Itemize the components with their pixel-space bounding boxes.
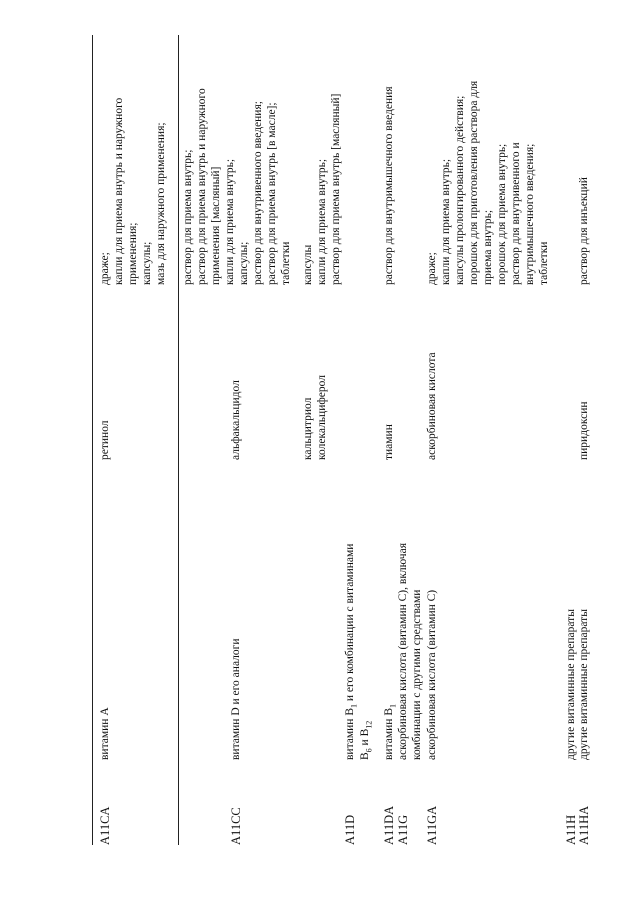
dosage-form: драже; (99, 252, 111, 285)
dosage-form: таблетки (538, 241, 550, 285)
group-text: витамин (344, 718, 356, 760)
group-name-line (343, 544, 357, 760)
dosage-forms (181, 88, 293, 285)
group-name-line: комбинации с другими средствами (411, 589, 423, 760)
dosage-form: капсулы; (141, 241, 153, 285)
atc-code: A11GA (425, 805, 439, 845)
drug-name: пиридоксин (578, 401, 590, 460)
atc-code: A11CA (98, 806, 112, 845)
drug-name: альфакальцидол (230, 380, 242, 460)
group-name: другие витаминные препараты (578, 609, 590, 760)
dosage-form: капсулы пролонгированного действия; (454, 95, 466, 285)
dosage-form: капли для приема внутрь; (224, 158, 236, 285)
dosage-form: порошок для приготовления раствора для (468, 80, 480, 285)
group-text: витамин (383, 718, 395, 760)
atc-code: A11CC (229, 807, 243, 845)
vitamin-symbol: B (383, 708, 395, 716)
dosage-form: капсулы; (238, 241, 250, 285)
dosage-form: приема внутрь; (482, 209, 494, 285)
dosage-form: капли для приема внутрь и наружного (113, 97, 125, 285)
dosage-form: порошок для приема внутрь; (496, 143, 508, 285)
rotated-page (92, 35, 592, 845)
dosage-form: драже; (426, 252, 438, 285)
atc-code: A11H (564, 814, 578, 845)
medicines-table (92, 35, 592, 845)
vitamin-symbol: B (359, 728, 371, 737)
drug-name: аскорбиновая кислота (426, 352, 438, 460)
group-name-line (358, 721, 372, 760)
dosage-forms (98, 98, 168, 285)
dosage-form: применения [масляный] (210, 166, 222, 285)
dosage-form: раствор для приема внутрь и наружного (196, 88, 208, 285)
dosage-forms (315, 94, 343, 285)
drug-name: тиамин (383, 424, 395, 460)
dosage-form: раствор для внутримышечного введения (383, 86, 395, 285)
vitamin-subscript: 12 (364, 720, 374, 729)
drug-name: кальцитриол (302, 397, 314, 460)
drug-name: ретинол (99, 420, 111, 460)
atc-code: A11G (396, 814, 410, 845)
group-text: и его комбинации с витаминами (344, 543, 356, 702)
dosage-form: таблетки (280, 241, 292, 285)
vitamin-symbol: B (359, 752, 371, 760)
group-name (396, 543, 424, 760)
vitamin-subscript: 1 (388, 704, 398, 708)
table-top-rule (92, 35, 93, 845)
dosage-form: раствор для инъекций (578, 177, 590, 285)
group-name-line (382, 704, 396, 760)
atc-code: A11D (343, 814, 357, 845)
dosage-form: раствор для приема внутрь; (182, 149, 194, 285)
vitamin-symbol: B (344, 708, 356, 716)
dosage-form: применения; (127, 222, 139, 285)
drug-name: колекальциферол (316, 375, 328, 460)
dosage-form: раствор для приема внутрь [в масле]; (266, 102, 278, 285)
dosage-forms (425, 81, 551, 285)
atc-code: A11HA (577, 805, 591, 845)
vitamin-subscript: 1 (349, 704, 359, 708)
group-name: витамин D и его аналоги (230, 638, 242, 760)
dosage-form: капли для приема внутрь; (440, 158, 452, 285)
dosage-form: капсулы (302, 244, 314, 285)
atc-code: A11DA (382, 805, 396, 845)
dosage-form: мазь для наружного применения; (155, 122, 167, 285)
dosage-form: внутримышечного введения; (524, 143, 536, 285)
group-name: другие витаминные препараты (565, 609, 577, 760)
dosage-form: раствор для внутривенного введения; (252, 101, 264, 285)
group-name: витамин А (99, 707, 111, 760)
group-name: аскорбиновая кислота (витамин С) (426, 589, 438, 760)
table-column-rule (178, 35, 179, 845)
dosage-form: раствор для внутривенного и (510, 142, 522, 285)
dosage-form: капли для приема внутрь; (316, 158, 328, 285)
group-text: и (359, 739, 371, 746)
vitamin-subscript: 6 (364, 748, 374, 753)
dosage-form: раствор для приема внутрь [масляный] (330, 93, 342, 285)
group-name-line: аскорбиновая кислота (витамин С), включая (397, 543, 409, 760)
